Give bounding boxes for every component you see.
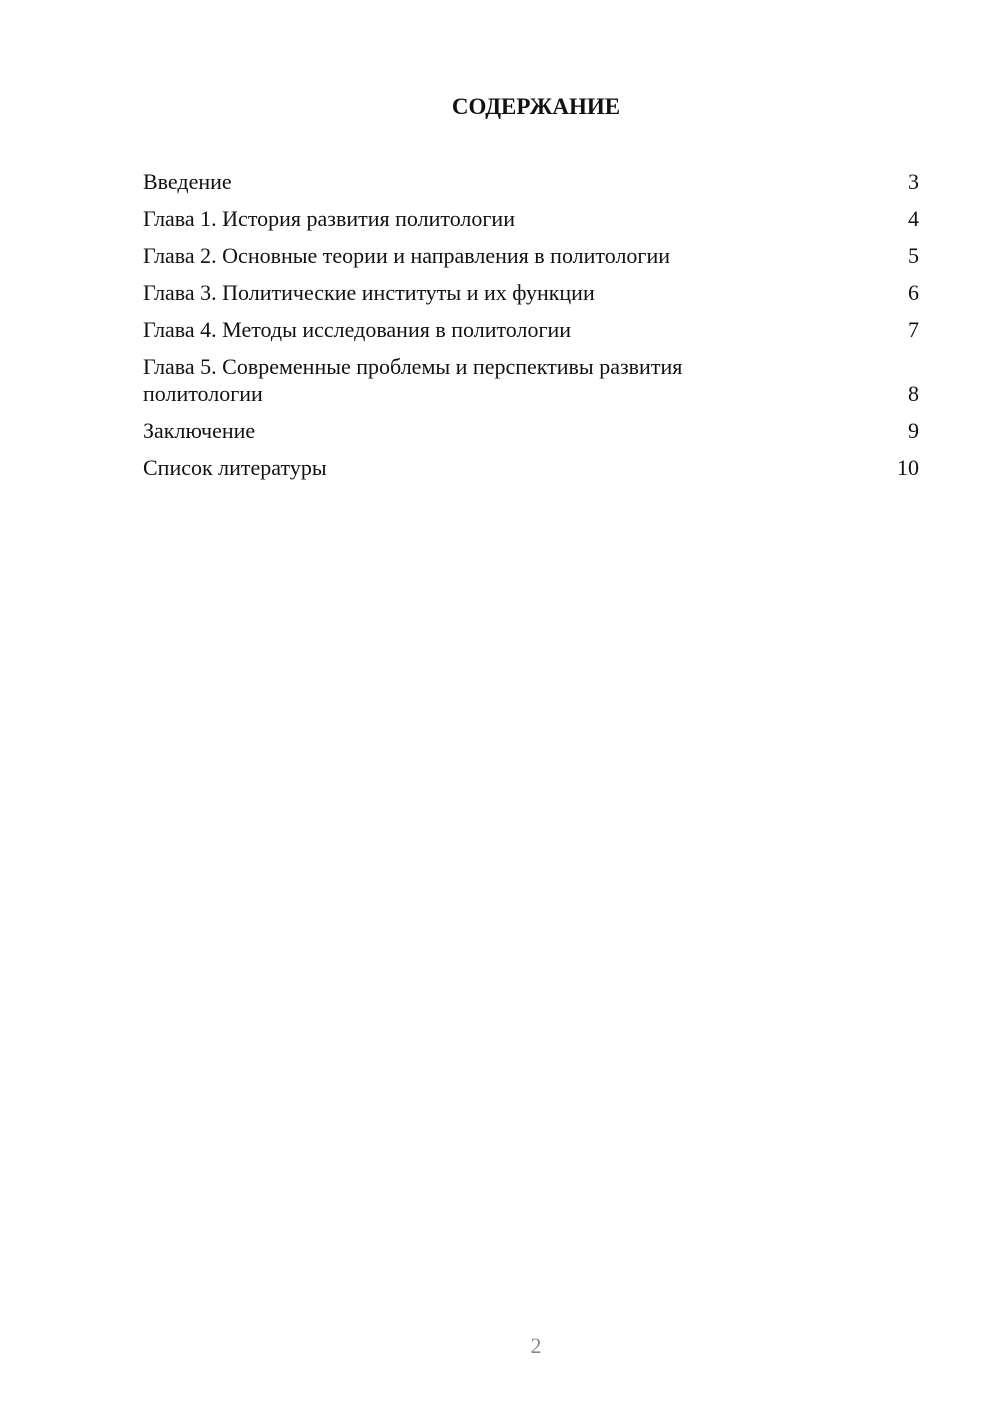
toc-entry-title: Введение	[143, 169, 232, 194]
toc-entry-title: Глава 5. Современные проблемы и перспективы развития политологии	[143, 354, 683, 406]
toc-entry-page: 8	[908, 381, 919, 406]
toc-entry	[143, 168, 919, 195]
toc-entry-title: Заключение	[143, 418, 256, 443]
toc-entry-page: 10	[897, 455, 919, 480]
toc-entry-page: 5	[908, 243, 919, 268]
toc-entry	[143, 205, 919, 232]
toc-entry-page: 7	[908, 317, 919, 342]
toc-entry-title: Список литературы	[143, 455, 327, 480]
toc-entry	[143, 279, 919, 306]
toc-entry-page: 4	[908, 206, 919, 231]
toc-entry-title: Глава 1. История развития политологии	[143, 206, 515, 231]
toc-heading-container	[0, 94, 1000, 120]
toc-entry	[143, 353, 919, 407]
toc-entry-title: Глава 2. Основные теории и направления в политологии	[143, 243, 671, 268]
toc-entry-title: Глава 4. Методы исследования в политологии	[143, 317, 572, 342]
toc-entry-title: Глава 3. Политические институты и их функции	[143, 280, 595, 305]
toc-entry-page: 9	[908, 418, 919, 443]
toc-entry-page: 6	[908, 280, 919, 305]
toc-entry	[143, 417, 919, 444]
toc-entry	[143, 454, 919, 481]
toc-entry	[143, 316, 919, 343]
toc-heading: СОДЕРЖАНИЕ	[451, 94, 621, 119]
toc-entry-page: 3	[908, 169, 919, 194]
page-number: 2	[530, 1333, 542, 1358]
toc-entry	[143, 242, 919, 269]
table-of-contents	[143, 168, 919, 491]
